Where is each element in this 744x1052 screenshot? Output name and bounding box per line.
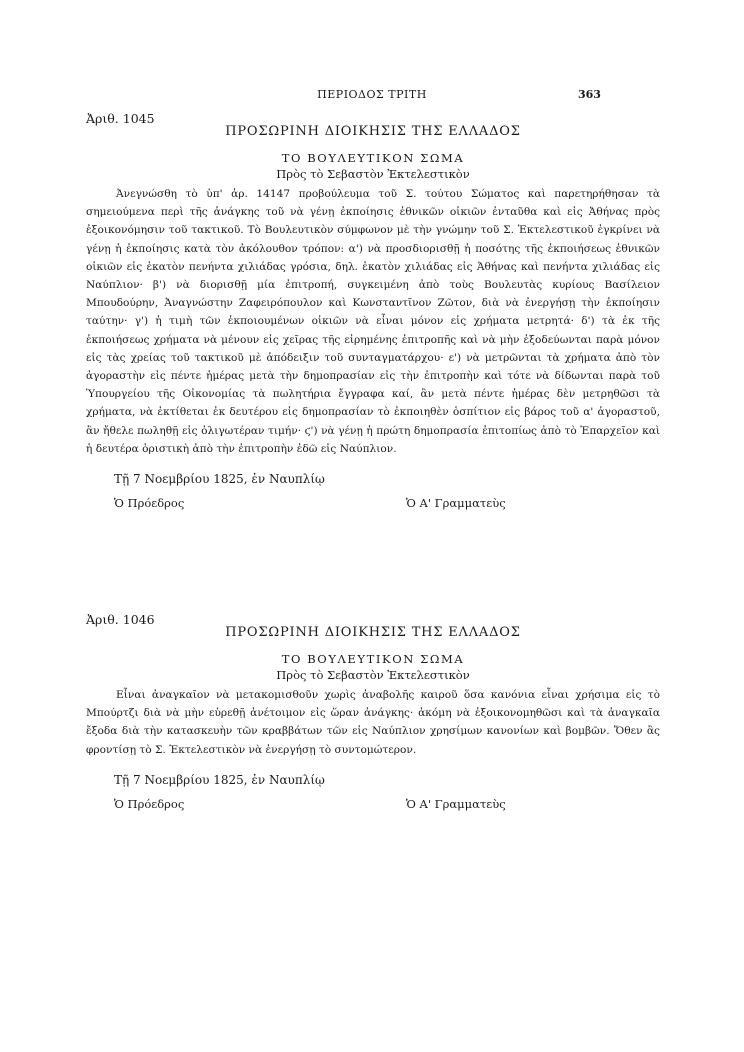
signatures	[86, 496, 660, 514]
act-number: Ἀριθ. 1046	[86, 612, 155, 627]
act-addressee: Πρὸς τὸ Σεβαστὸν Ἐκτελεστικὸν	[276, 668, 470, 682]
act-1046	[86, 612, 660, 815]
president-signature: Ὁ Πρόεδρος	[114, 796, 185, 811]
act-addressee: Πρὸς τὸ Σεβαστὸν Ἐκτελεστικὸν	[276, 167, 470, 181]
act-body-title: ΤΟ ΒΟΥΛΕΥΤΙΚΟΝ ΣΩΜΑ	[281, 652, 465, 666]
act-body-title: ΤΟ ΒΟΥΛΕΥΤΙΚΟΝ ΣΩΜΑ	[281, 151, 465, 165]
page-number: 363	[578, 88, 601, 101]
act-text: Ἀνεγνώσθη τὸ ὑπ' ἀρ. 14147 προβούλευμα τοῦ Σ. τούτου Σώματος καὶ παρετηρήθησαν τὰ σημειούμενα περὶ τῆς ἀνάγκης τοῦ νὰ γένῃ ἐκποίησις ἐθνικῶν οἰκιῶν ἐνταῦθα καὶ εἰς Ἀθήνας πρὸς ἐξοικονόμησιν τοῦ τακτικοῦ. Τὸ Βουλευτικὸν σύμφωνον μὲ τὴν γνώμην τοῦ Σ. Ἐκτελεστικοῦ ἐγκρίνει νὰ γένῃ ἡ ἐκποίησις κατὰ τὸν ἀκόλουθον τρόπον: α') νὰ προσδιορισθῇ ἡ ποσότης τῆς ἐκποιήσεως ἐθνικῶν οἰκιῶν εἰς ἑκατὸν πενήντα χιλιάδας γρόσια, δηλ. ἑκατὸν χιλιάδας εἰς Ἀθήνας καὶ πενήντα χιλιάδας εἰς Ναύπλιον· β') νὰ διορισθῇ μία ἐπιτροπή, συγκειμένη ἀπὸ τοὺς Βουλευτὰς κυρίους Βασίλειον Μπουδούρην, Ἀναγνώστην Ζαφειρόπουλον καὶ Κωνσταντῖνον Ζῶτον, διὰ νὰ ἐνεργήσῃ τὴν ἐκποίησιν ταύτην· γ') ἡ τιμὴ τῶν ἐκποιουμένων οἰκιῶν νὰ εἶναι μόνον εἰς χρήματα μετρητά· δ') τὰ ἐκ τῆς ἐκποιήσεως χρήματα νὰ μένουν εἰς χεῖρας τῆς εἰρημένης ἐπιτροπῆς καὶ νὰ μὴν ἐξοδεύωνται παρὰ μόνον εἰς τὰς χρείας τοῦ τακτικοῦ μὲ ἀπόδειξιν τοῦ συνταγματάρχου· ε') νὰ μετρῶνται τὰ χρήματα ἀπὸ τὸν ἀγοραστὴν εἰς πέντε ἡμέρας μετὰ τὴν δημοπρασίαν εἰς τὴν ἐπιτροπὴν καὶ τότε νὰ δίδωνται παρὰ τοῦ Ὑπουργείου τῆς Οἰκονομίας τὰ πωλητήρια ἔγγραφα καί, ἂν μετὰ πέντε ἡμέρας δὲν μετρηθῶσι τὰ χρήματα, νὰ ἐκτίθεται ἐκ δευτέρου εἰς δημοπρασίαν τὸ ἐκποιηθὲν ὁσπίτιον εἰς βάρος τοῦ α' ἀγοραστοῦ, ἂν ἤθελε πωληθῇ εἰς ὀλιγωτέραν τιμήν· ϛ') νὰ γένῃ ἡ πρώτη δημοπρασία ἐπιτοπίως ἀπὸ τὸ Ἐπαρχεῖον καὶ ἡ δευτέρα ὁριστικὴ ἀπὸ τὴν ἐπιτροπὴν ἐδῶ εἰς Ναύπλιον.	[86, 188, 660, 455]
president-signature: Ὁ Πρόεδρος	[114, 496, 185, 511]
signatures	[86, 797, 660, 815]
act-1045	[86, 111, 660, 514]
act-title: ΠΡΟΣΩΡΙΝΗ ΔΙΟΙΚΗΣΙΣ ΤΗΣ ΕΛΛΑΔΟΣ	[225, 625, 521, 640]
secretary-signature: Ὁ Α' Γραμματεὺς	[406, 796, 506, 811]
act-date: Τῇ 7 Νοεμβρίου 1825, ἐν Ναυπλίῳ	[114, 772, 325, 787]
act-date: Τῇ 7 Νοεμβρίου 1825, ἐν Ναυπλίῳ	[114, 472, 325, 487]
secretary-signature: Ὁ Α' Γραμματεὺς	[406, 496, 506, 511]
act-text: Εἶναι ἀναγκαῖον νὰ μετακομισθοῦν χωρὶς ἀναβολῆς καιροῦ ὅσα κανόνια εἶναι χρήσιμα εἰς τὸ Μπούρτζι διὰ νὰ μὴν εὑρεθῇ ἀνέτοιμον εἰς ὥραν ἀνάγκης· ἀκόμη νὰ ἐξοικονομηθῶσι καὶ τὰ ἀναγκαῖα ἔξοδα διὰ τὴν κατασκευὴν τῶν κραββάτων τῶν εἰς Ναύπλιον χρησίμων κανονίων καὶ βομβῶν. Ὅθεν ἂς φροντίσῃ τὸ Σ. Ἐκτελεστικὸν νὰ ἐνεργήσῃ τὸ συντομώτερον.	[86, 689, 660, 756]
running-title: ΠΕΡΙΟΔΟΣ ΤΡΙΤΗ	[317, 88, 427, 101]
act-title: ΠΡΟΣΩΡΙΝΗ ΔΙΟΙΚΗΣΙΣ ΤΗΣ ΕΛΛΑΔΟΣ	[225, 124, 521, 139]
act-number: Ἀριθ. 1045	[86, 111, 155, 126]
